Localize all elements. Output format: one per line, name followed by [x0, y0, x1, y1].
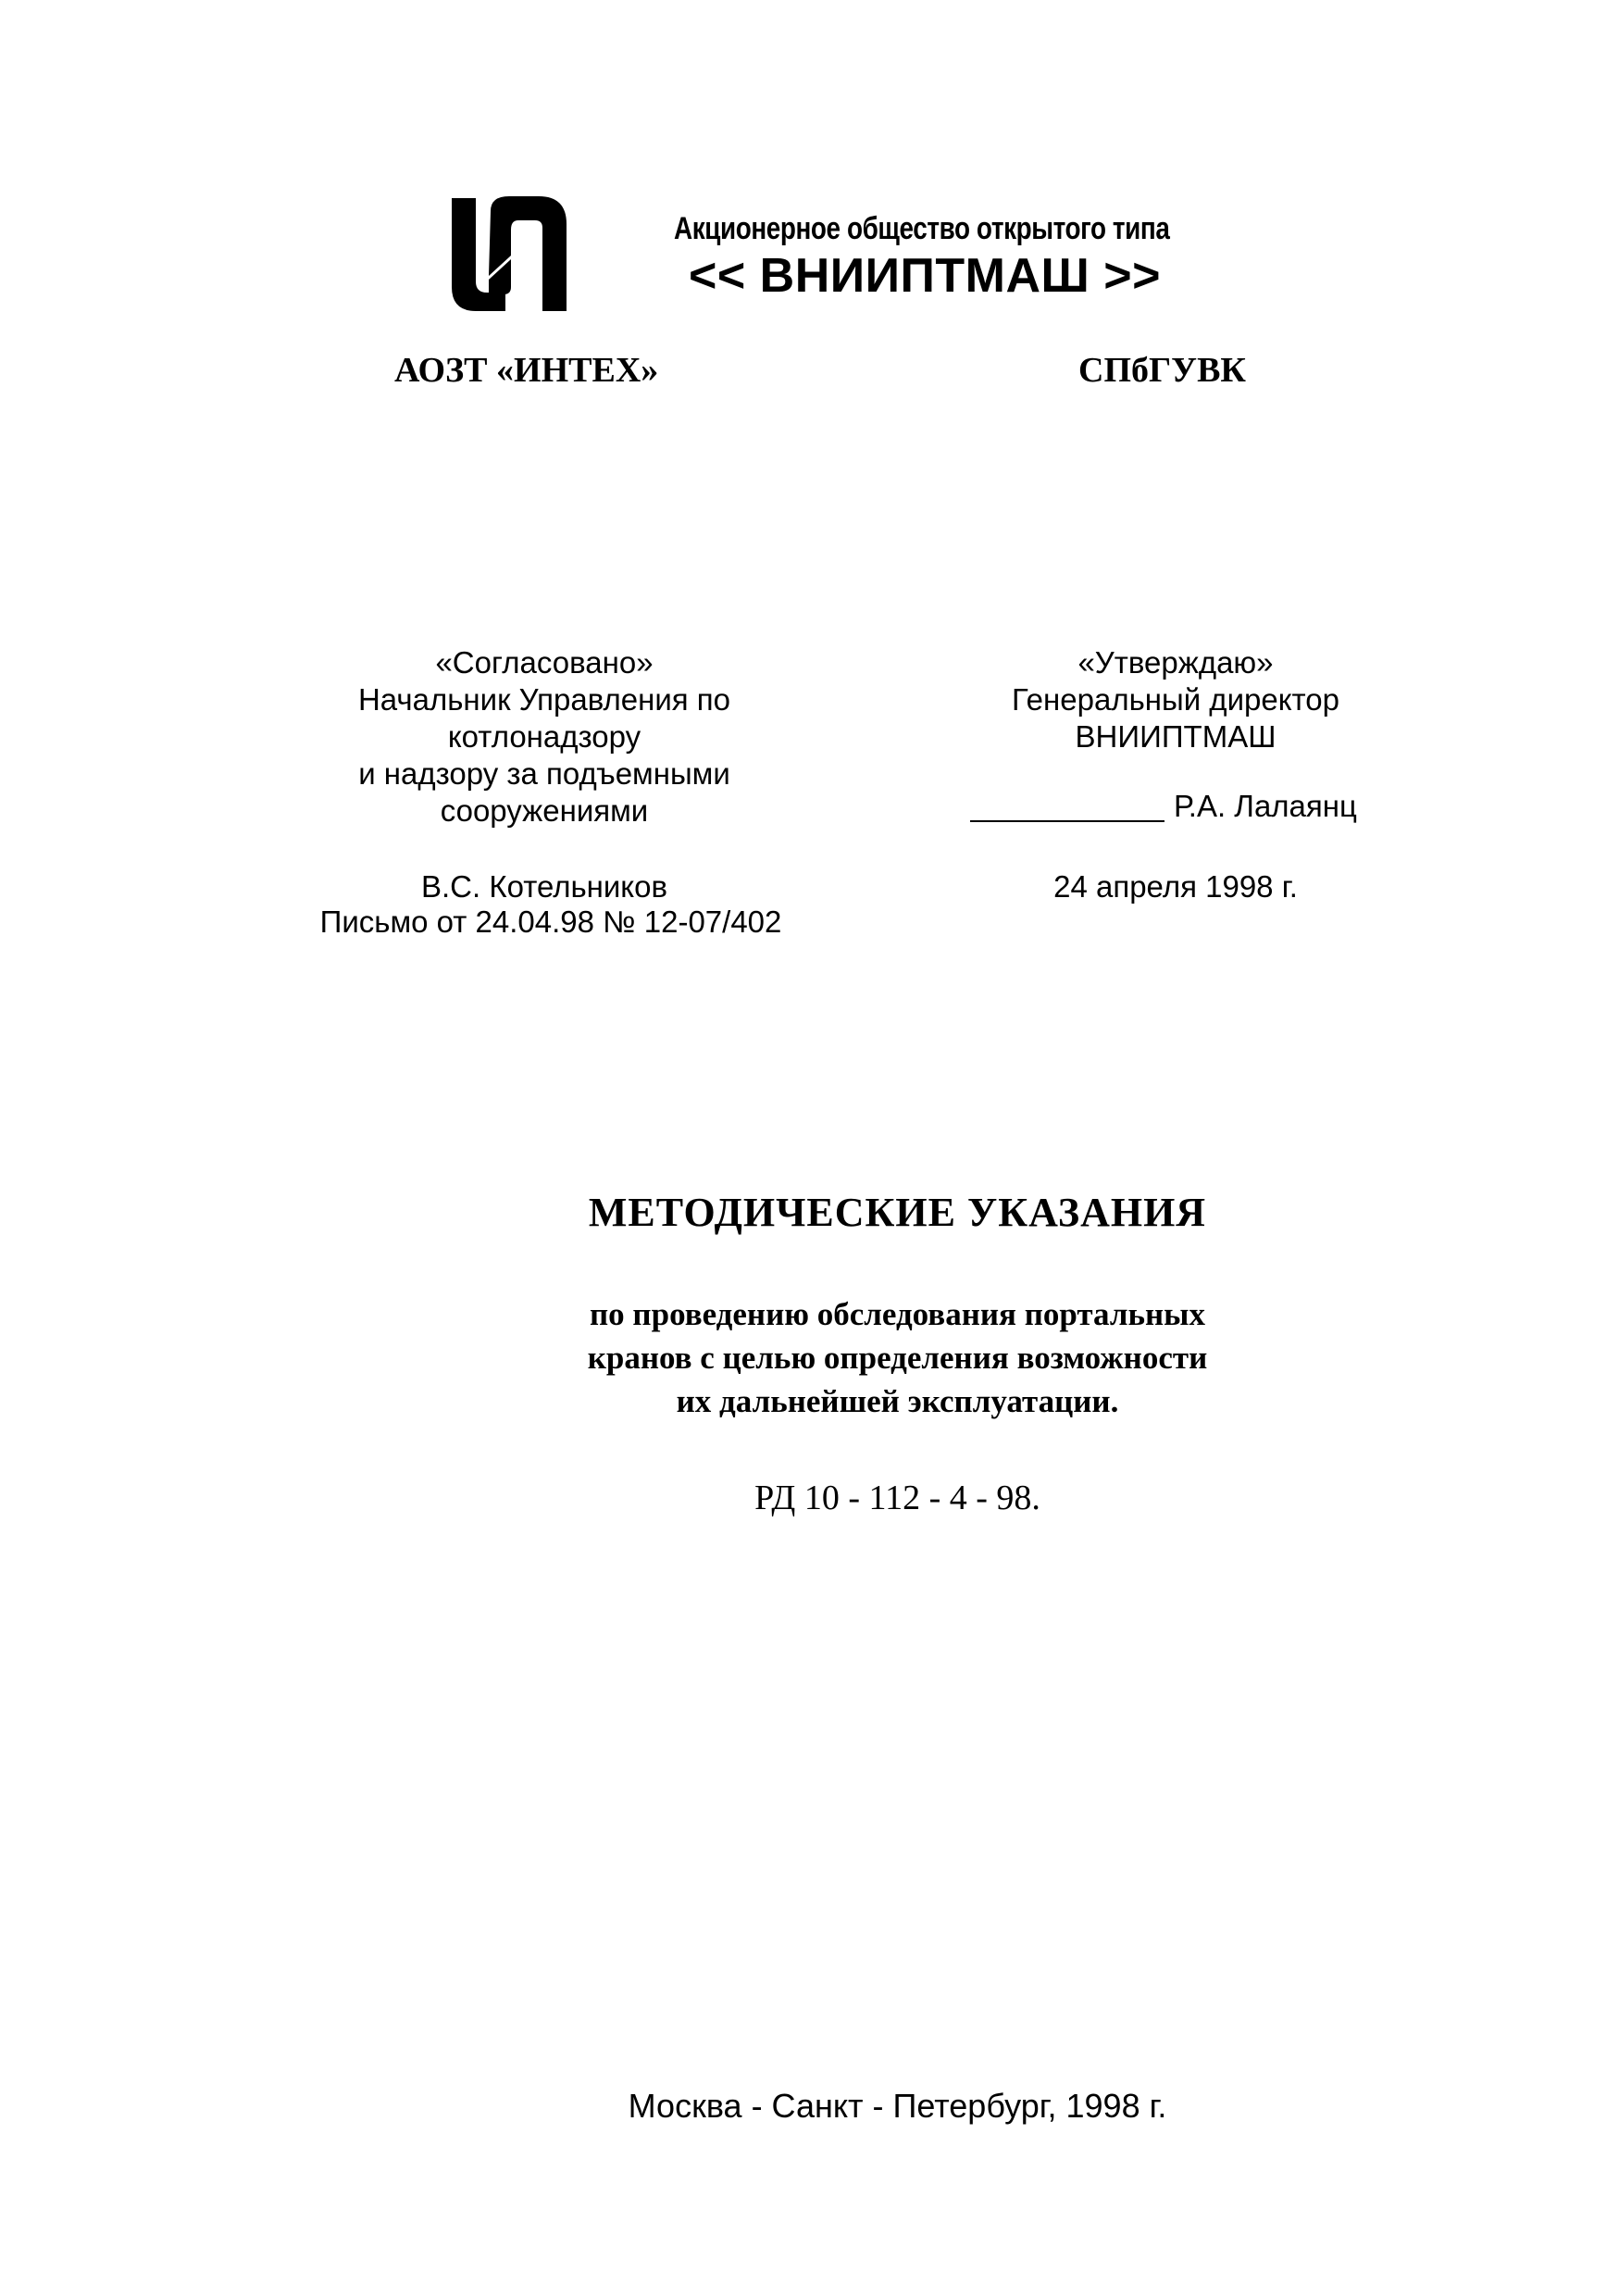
- approved-line: ВНИИПТМАШ: [1075, 719, 1277, 754]
- document-subtitle: [0, 1292, 1619, 1423]
- agreed-line: «Согласовано»: [435, 645, 654, 680]
- approval-date: 24 апреля 1998 г.: [1053, 869, 1298, 904]
- company-name-text: << ВНИИПТМАШ >>: [689, 249, 1161, 303]
- document-number: РД 10 - 112 - 4 - 98.: [754, 1479, 1040, 1517]
- agreed-line: и надзору за подъемными: [358, 756, 730, 791]
- company-logo-icon: [448, 196, 568, 311]
- subtitle-line: кранов с целью определения возможности: [587, 1340, 1208, 1376]
- approved-block: [972, 644, 1379, 755]
- agreed-line: Начальник Управления по: [357, 682, 731, 717]
- agreed-letter: Письмо от 24.04.98 № 12-07/402: [319, 905, 782, 939]
- signature-line: [970, 820, 1164, 822]
- company-type-text: Акционерное общество открытого типа: [674, 211, 1170, 246]
- approved-line: Генеральный директор: [1012, 682, 1339, 717]
- agreed-line: котлонадзору: [447, 719, 641, 754]
- organization-left: АОЗТ «ИНТЕХ»: [394, 351, 659, 390]
- approver-name: Р.А. Лалаянц: [1174, 789, 1357, 823]
- agreed-person: В.С. Котельников: [421, 869, 667, 904]
- subtitle-line: по проведению обследования портальных: [590, 1296, 1205, 1332]
- agreed-line: сооружениями: [440, 793, 649, 828]
- document-title: МЕТОДИЧЕСКИЕ УКАЗАНИЯ: [588, 1190, 1207, 1235]
- subtitle-line: их дальнейшей эксплуатации.: [676, 1383, 1119, 1419]
- approved-line: «Утверждаю»: [1077, 645, 1274, 680]
- footer-place-year: Москва - Санкт - Петербург, 1998 г.: [628, 2087, 1167, 2125]
- organization-right: СПбГУВК: [1078, 351, 1246, 390]
- agreed-block: [294, 644, 794, 830]
